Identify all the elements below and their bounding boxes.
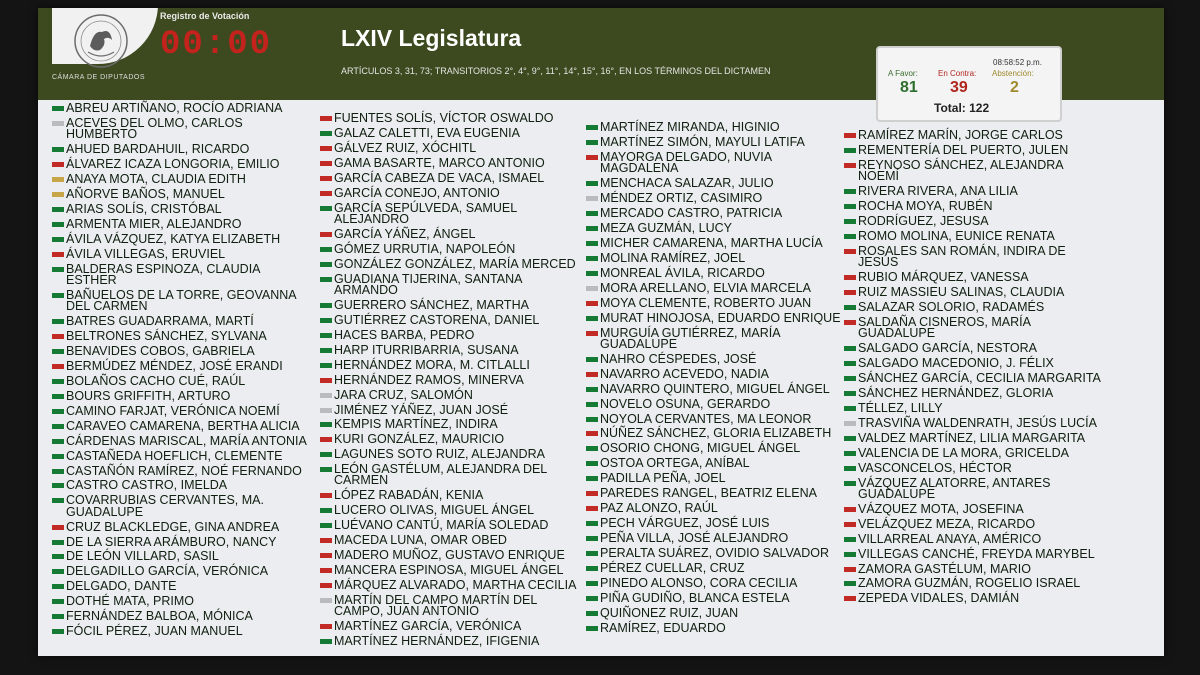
legislator-name: ARIAS SOLÍS, CRISTÓBAL [66, 201, 222, 216]
legislator-name: GÁLVEZ RUIZ, XÓCHITL [334, 140, 477, 155]
legislator-name: MORA ARELLANO, ELVIA MARCELA [600, 280, 811, 295]
legislator-name: CRUZ BLACKLEDGE, GINA ANDREA [66, 519, 280, 534]
vote-indicator-icon [320, 493, 332, 498]
legislator-name: ÁVILA VÁZQUEZ, KATYA ELIZABETH [66, 231, 281, 246]
vote-indicator-icon [844, 290, 856, 295]
vote-indicator-icon [52, 483, 64, 488]
total-votes [934, 101, 989, 115]
vote-indicator-icon [844, 406, 856, 411]
vote-indicator-icon [844, 148, 856, 153]
legislator-name: FUENTES SOLÍS, VÍCTOR OSWALDO [334, 111, 554, 125]
legislator-name: LAGUNES SOTO RUIZ, ALEJANDRA [334, 447, 545, 462]
vote-indicator-icon [586, 491, 598, 496]
vote-indicator-icon [844, 219, 856, 224]
vote-indicator-icon [320, 624, 332, 629]
vote-indicator-icon [52, 349, 64, 354]
legislator-name: MAYORGA DELGADO, NUVIA [600, 149, 773, 164]
legislator-name: KURI GONZÁLEZ, MAURICIO [334, 432, 505, 447]
legislator-name: VILLARREAL ANAYA, AMÉRICO [858, 531, 1042, 546]
vote-indicator-icon [320, 146, 332, 151]
vote-indicator-icon [844, 522, 856, 527]
legislator-name: GUADIANA TIJERINA, SANTANA [334, 271, 523, 286]
legislator-name: VALDEZ MARTÍNEZ, LILIA MARGARITA [858, 430, 1086, 445]
vote-indicator-icon [52, 409, 64, 414]
legislator-name: DOTHÉ MATA, PRIMO [66, 594, 195, 609]
legislator-name: RUBIO MÁRQUEZ, VANESSA [858, 270, 1029, 284]
legislator-name: MURGUÍA GUTIÉRREZ, MARÍA [600, 325, 781, 340]
legislator-name: GUTIÉRREZ CASTORENA, DANIEL [334, 312, 540, 327]
vote-indicator-icon [586, 331, 598, 336]
vote-indicator-icon [844, 305, 856, 310]
vote-indicator-icon [52, 207, 64, 212]
legislator-name: GAMA BASARTE, MARCO ANTONIO [334, 155, 545, 170]
vote-indicator-icon [52, 237, 64, 242]
legislator-name: PIÑA GUDIÑO, BLANCA ESTELA [600, 590, 790, 605]
legislator-name: VÁZQUEZ MOTA, JOSEFINA [858, 501, 1024, 516]
legislator-name: ÁLVAREZ ICAZA LONGORIA, EMILIO [66, 157, 280, 172]
vote-indicator-icon [52, 293, 64, 298]
legislator-name: MOYA CLEMENTE, ROBERTO JUAN [600, 295, 812, 310]
vote-indicator-icon [844, 133, 856, 138]
legislator-name: DE LEÓN VILLARD, SASIL [66, 549, 219, 564]
legislator-name: BALDERAS ESPINOZA, CLAUDIA [66, 261, 261, 276]
legislator-name: REYNOSO SÁNCHEZ, ALEJANDRA [858, 157, 1064, 172]
chamber-logo [52, 8, 158, 64]
legislator-name: LUCERO OLIVAS, MIGUEL ÁNGEL [334, 503, 535, 518]
vote-indicator-icon [52, 454, 64, 459]
vote-indicator-icon [844, 421, 856, 426]
vote-indicator-icon [586, 286, 598, 291]
vote-indicator-icon [586, 536, 598, 541]
legislator-name: MANCERA ESPINOSA, MIGUEL ÁNGEL [334, 563, 564, 578]
legislator-name: ZEPEDA VIDALES, DAMIÁN [858, 591, 1020, 606]
legislator-name: ZAMORA GUZMÁN, ROGELIO ISRAEL [858, 576, 1081, 591]
legislator-name: CAMINO FARJAT, VERÓNICA NOEMÍ [66, 403, 280, 418]
vote-indicator-icon [52, 379, 64, 384]
legislator-name: GUADALUPE [600, 336, 678, 351]
legislator-name: ANAYA MOTA, CLAUDIA EDITH [66, 172, 246, 186]
vote-indicator-icon [844, 189, 856, 194]
legislator-name: RODRÍGUEZ, JESUSA [858, 213, 989, 228]
vote-indicator-icon [586, 357, 598, 362]
legislator-name: GARCÍA YÁÑEZ, ÁNGEL [334, 226, 476, 241]
legislator-name: CÁRDENAS MARISCAL, MARÍA ANTONIA [66, 433, 307, 448]
legislator-name: MARTÍNEZ MIRANDA, HIGINIO [600, 120, 780, 134]
vote-indicator-icon [586, 417, 598, 422]
vote-indicator-icon [320, 568, 332, 573]
legislator-name: PADILLA PEÑA, JOEL [600, 471, 726, 486]
vote-indicator-icon [320, 437, 332, 442]
legislator-name: PECH VÁRGUEZ, JOSÉ LUIS [600, 516, 770, 531]
vote-indicator-icon [320, 598, 332, 603]
legislator-name: GARCÍA CONEJO, ANTONIO [334, 185, 500, 200]
legislator-name: NÚÑEZ SÁNCHEZ, GLORIA ELIZABETH [600, 426, 832, 441]
vote-indicator-icon [320, 422, 332, 427]
legislator-name: CARAVEO CAMARENA, BERTHA ALICIA [66, 418, 300, 433]
legislator-name: LEÓN GASTÉLUM, ALEJANDRA DEL [334, 462, 548, 477]
favor-label: A Favor: [888, 69, 918, 78]
legislator-name: AÑORVE BAÑOS, MANUEL [66, 186, 225, 201]
legislator-name: ABREU ARTIÑANO, ROCÍO ADRIANA [66, 101, 283, 115]
vote-indicator-icon [586, 387, 598, 392]
legislator-name: PAZ ALONZO, RAÚL [600, 501, 718, 516]
legislator-name: MAGDALENA [600, 161, 679, 176]
vote-indicator-icon [586, 140, 598, 145]
legislator-name: HUMBERTO [66, 127, 138, 142]
legislator-name: SALGADO GARCÍA, NESTORA [858, 341, 1037, 355]
legislator-name: AHUED BARDAHUIL, RICARDO [66, 142, 250, 157]
vote-indicator-icon [844, 391, 856, 396]
vote-indicator-icon [844, 361, 856, 366]
legislator-name: HARP ITURRIBARRIA, SUSANA [334, 342, 519, 357]
vote-indicator-icon [586, 256, 598, 261]
legislator-name: ACEVES DEL OLMO, CARLOS [66, 115, 243, 130]
contra-label: En Contra: [938, 69, 977, 78]
vote-indicator-icon [586, 196, 598, 201]
vote-indicator-icon [52, 525, 64, 530]
legislator-name: HERNÁNDEZ MORA, M. CITLALLI [334, 357, 530, 372]
legislator-name: CASTAÑÓN RAMÍREZ, NOÉ FERNANDO [66, 463, 302, 478]
legislator-name: OSORIO CHONG, MIGUEL ÁNGEL [600, 441, 801, 456]
vote-indicator-icon [52, 540, 64, 545]
legislator-name: HERNÁNDEZ RAMOS, MINERVA [334, 372, 524, 387]
vote-indicator-icon [320, 116, 332, 121]
legislator-name: FERNÁNDEZ BALBOA, MÓNICA [66, 609, 253, 624]
total-label: Total: [934, 101, 966, 115]
legislator-name: MARTÍNEZ GARCÍA, VERÓNICA [334, 619, 522, 634]
legislator-name: TRASVIÑA WALDENRATH, JESÚS LUCÍA [858, 415, 1097, 430]
vote-indicator-icon [844, 204, 856, 209]
legislator-name: CASTRO CASTRO, IMELDA [66, 478, 228, 493]
vote-indicator-icon [320, 191, 332, 196]
vote-indicator-icon [52, 267, 64, 272]
vote-indicator-icon [586, 461, 598, 466]
vote-indicator-icon [52, 106, 64, 111]
legislator-name: LUÉVANO CANTÚ, MARÍA SOLEDAD [334, 518, 549, 533]
vote-indicator-icon [320, 318, 332, 323]
registro-label: Registro de Votación [160, 11, 250, 21]
vote-indicator-icon [320, 553, 332, 558]
legislator-name: JIMÉNEZ YÁÑEZ, JUAN JOSÉ [334, 402, 509, 417]
legislator-name: SÁNCHEZ GARCÍA, CECILIA MARGARITA [858, 370, 1101, 385]
legislator-name: BAÑUELOS DE LA TORRE, GEOVANNA [66, 287, 297, 302]
vote-indicator-icon [320, 583, 332, 588]
vote-indicator-icon [52, 334, 64, 339]
vote-indicator-icon [844, 567, 856, 572]
legislator-name: VELÁZQUEZ MEZA, RICARDO [858, 516, 1036, 531]
vote-indicator-icon [320, 408, 332, 413]
vote-indicator-icon [320, 538, 332, 543]
vote-indicator-icon [586, 626, 598, 631]
vote-indicator-icon [52, 364, 64, 369]
legislator-name: NAVARRO QUINTERO, MIGUEL ÁNGEL [600, 381, 830, 396]
vote-indicator-icon [320, 639, 332, 644]
vote-indicator-icon [52, 599, 64, 604]
vote-indicator-icon [586, 521, 598, 526]
legislator-name: MONREAL ÁVILA, RICARDO [600, 265, 765, 280]
legislator-name: SALGADO MACEDONIO, J. FÉLIX [858, 355, 1054, 370]
legislator-name: MÉNDEZ ORTIZ, CASIMIRO [600, 191, 763, 205]
legislator-name: MERCADO CASTRO, PATRICIA [600, 205, 783, 220]
legislator-name: CARMEN [334, 473, 389, 488]
vote-indicator-icon [52, 629, 64, 634]
legislator-name: ROMO MOLINA, EUNICE RENATA [858, 228, 1055, 243]
vote-indicator-icon [52, 319, 64, 324]
tally-clock: 08:58:52 p.m. [993, 58, 1042, 67]
legislator-name: DE LA SIERRA ARÁMBURO, NANCY [66, 534, 277, 549]
abstencion-label: Abstención: [992, 69, 1034, 78]
legislator-name: BERMÚDEZ MÉNDEZ, JOSÉ ERANDI [66, 358, 283, 373]
legislator-name: REMENTERÍA DEL PUERTO, JULEN [858, 142, 1069, 157]
vote-indicator-icon [586, 372, 598, 377]
favor-count: 81 [900, 79, 918, 96]
vote-indicator-icon [52, 394, 64, 399]
vote-indicator-icon [844, 481, 856, 486]
vote-indicator-icon [586, 125, 598, 130]
legislator-name: VALENCIA DE LA MORA, GRICELDA [858, 445, 1069, 460]
vote-indicator-icon [52, 614, 64, 619]
vote-indicator-icon [52, 192, 64, 197]
legislator-name: VASCONCELOS, HÉCTOR [858, 460, 1012, 475]
legislator-name: NOEMÍ [858, 169, 899, 184]
vote-indicator-icon [52, 498, 64, 503]
vote-indicator-icon [844, 581, 856, 586]
voting-board-screen [38, 8, 1164, 656]
legislator-name: ÁVILA VILLEGAS, ERUVIEL [66, 246, 226, 261]
vote-indicator-icon [320, 206, 332, 211]
legislator-name: NAHRO CÉSPEDES, JOSÉ [600, 351, 757, 366]
legislator-name: PÉREZ CUELLAR, CRUZ [600, 561, 745, 575]
vote-indicator-icon [586, 476, 598, 481]
legislator-name: MACEDA LUNA, OMAR OBED [334, 533, 507, 548]
legislator-name: SALDAÑA CISNEROS, MARÍA [858, 314, 1031, 329]
vote-subject: ARTÍCULOS 3, 31, 73; TRANSITORIOS 2°, 4°, 9°, 11°, 14°, 15°, 16°, EN LOS TÉRMINOS DEL DICTAMEN [341, 66, 771, 76]
legislator-name: GALAZ CALETTI, EVA EUGENIA [334, 125, 520, 140]
legislator-name: GUADALUPE [858, 326, 936, 341]
legislator-name: MARTÍN DEL CAMPO MARTÍN DEL [334, 593, 538, 608]
legislator-name: RIVERA RIVERA, ANA LILIA [858, 184, 1018, 199]
legislator-name: GARCÍA CABEZA DE VACA, ISMAEL [334, 170, 545, 185]
vote-indicator-icon [586, 596, 598, 601]
vote-indicator-icon [52, 222, 64, 227]
legislator-name: BOLAÑOS CACHO CUÉ, RAÚL [66, 373, 246, 388]
vote-indicator-icon [320, 247, 332, 252]
vote-indicator-icon [320, 303, 332, 308]
legislator-name: GUADALUPE [66, 504, 144, 519]
vote-indicator-icon [844, 596, 856, 601]
vote-indicator-icon [586, 581, 598, 586]
vote-indicator-icon [844, 275, 856, 280]
legislator-name: MARTÍNEZ HERNÁNDEZ, IFIGENIA [334, 634, 540, 649]
legislator-name: MARTÍNEZ SIMÓN, MAYULI LATIFA [600, 134, 805, 149]
coat-of-arms-icon [72, 12, 130, 70]
vote-indicator-icon [844, 346, 856, 351]
vote-indicator-icon [586, 551, 598, 556]
vote-indicator-icon [320, 508, 332, 513]
legislator-name: NOYOLA CERVANTES, MA LEONOR [600, 411, 812, 426]
legislator-name: ARMENTA MIER, ALEJANDRO [66, 216, 242, 231]
vote-indicator-icon [586, 316, 598, 321]
vote-indicator-icon [52, 469, 64, 474]
legislator-name: BATRES GUADARRAMA, MARTÍ [66, 314, 254, 328]
vote-indicator-icon [586, 431, 598, 436]
vote-indicator-icon [52, 569, 64, 574]
legislator-name: PINEDO ALONSO, CORA CECILIA [600, 575, 798, 590]
legislator-name: PERALTA SUÁREZ, OVIDIO SALVADOR [600, 546, 829, 561]
vote-indicator-icon [586, 301, 598, 306]
legislator-name: ESTHER [66, 272, 117, 287]
contra-count: 39 [950, 79, 968, 96]
vote-indicator-icon [844, 234, 856, 239]
vote-indicator-icon [586, 611, 598, 616]
vote-indicator-icon [586, 155, 598, 160]
legislator-name: DELGADO, DANTE [66, 579, 177, 594]
legislator-name: MOLINA RAMÍREZ, JOEL [600, 250, 746, 265]
vote-indicator-icon [52, 584, 64, 589]
vote-indicator-icon [52, 252, 64, 257]
vote-indicator-icon [586, 506, 598, 511]
vote-indicator-icon [586, 566, 598, 571]
legislator-name: LÓPEZ RABADÁN, KENIA [334, 488, 484, 503]
legislator-name: PEÑA VILLA, JOSÉ ALEJANDRO [600, 531, 789, 546]
vote-indicator-icon [586, 226, 598, 231]
vote-indicator-icon [586, 446, 598, 451]
vote-indicator-icon [844, 436, 856, 441]
vote-indicator-icon [586, 402, 598, 407]
legislator-name: DEL CARMEN [66, 299, 148, 314]
vote-indicator-icon [844, 451, 856, 456]
vote-indicator-icon [844, 507, 856, 512]
vote-indicator-icon [844, 320, 856, 325]
legislator-name: RAMÍREZ, EDUARDO [600, 620, 726, 635]
vote-indicator-icon [320, 176, 332, 181]
countdown-timer: 00:00 [160, 26, 273, 64]
legislator-name: DELGADILLO GARCÍA, VERÓNICA [66, 564, 269, 579]
legislator-name: BELTRONES SÁNCHEZ, SYLVANA [66, 328, 267, 343]
legislator-name: COVARRUBIAS CERVANTES, MA. [66, 493, 264, 508]
legislator-name: ARMANDO [334, 282, 398, 297]
vote-indicator-icon [52, 147, 64, 152]
vote-indicator-icon [320, 467, 332, 472]
legislator-name: BENAVIDES COBOS, GABRIELA [66, 343, 255, 358]
vote-indicator-icon [320, 262, 332, 267]
vote-indicator-icon [844, 552, 856, 557]
legislator-name: MADERO MUÑOZ, GUSTAVO ENRIQUE [334, 548, 565, 563]
vote-indicator-icon [320, 393, 332, 398]
vote-indicator-icon [844, 537, 856, 542]
vote-indicator-icon [320, 378, 332, 383]
legislator-name: CAMPO, JUAN ANTONIO [334, 604, 479, 619]
legislator-name: VILLEGAS CANCHÉ, FREYDA MARYBEL [858, 546, 1095, 561]
legislator-name: ZAMORA GASTÉLUM, MARIO [858, 561, 1031, 576]
vote-indicator-icon [320, 523, 332, 528]
vote-indicator-icon [320, 131, 332, 136]
vote-indicator-icon [844, 249, 856, 254]
vote-indicator-icon [586, 211, 598, 216]
legislator-name: MENCHACA SALAZAR, JULIO [600, 176, 774, 191]
legislator-name: OSTOA ORTEGA, ANÍBAL [600, 456, 750, 471]
vote-indicator-icon [320, 232, 332, 237]
legislator-name: GONZÁLEZ GONZÁLEZ, MARÍA MERCED [334, 256, 576, 271]
vote-indicator-icon [52, 162, 64, 167]
vote-indicator-icon [52, 177, 64, 182]
vote-indicator-icon [320, 333, 332, 338]
legislator-name: JESÚS [858, 255, 899, 270]
legislator-name: GARCÍA SEPÚLVEDA, SAMUEL [334, 200, 518, 215]
legislator-name: MURAT HINOJOSA, EDUARDO ENRIQUE [600, 310, 841, 325]
vote-indicator-icon [52, 554, 64, 559]
vote-indicator-icon [586, 271, 598, 276]
vote-indicator-icon [52, 424, 64, 429]
legislator-name: ROCHA MOYA, RUBÉN [858, 199, 993, 213]
legislator-name: KEMPIS MARTÍNEZ, INDIRA [334, 417, 498, 432]
vote-indicator-icon [586, 241, 598, 246]
vote-indicator-icon [320, 363, 332, 368]
vote-tally-panel [876, 46, 1062, 122]
legislator-name: ROSALES SAN ROMÁN, INDIRA DE [858, 243, 1066, 258]
legislator-name: MICHER CAMARENA, MARTHA LUCÍA [600, 235, 823, 250]
legislator-name: BOURS GRIFFITH, ARTURO [66, 388, 231, 403]
legislator-name: QUIÑONEZ RUIZ, JUAN [600, 605, 739, 620]
legislator-name: GUADALUPE [858, 486, 936, 501]
legislator-name: SALAZAR SOLORIO, RADAMÉS [858, 299, 1045, 314]
vote-indicator-icon [52, 121, 64, 126]
vote-indicator-icon [844, 466, 856, 471]
legislator-name: GÓMEZ URRUTIA, NAPOLEÓN [334, 241, 516, 256]
legislator-name: VÁZQUEZ ALATORRE, ANTARES [858, 475, 1051, 490]
abstencion-count: 2 [1010, 79, 1019, 96]
legislator-name: HACES BARBA, PEDRO [334, 327, 475, 342]
vote-indicator-icon [320, 161, 332, 166]
legislator-name: GUERRERO SÁNCHEZ, MARTHA [334, 297, 529, 312]
vote-indicator-icon [320, 452, 332, 457]
legislator-name: RUIZ MASSIEU SALINAS, CLAUDIA [858, 284, 1065, 299]
legislator-name: ALEJANDRO [334, 211, 410, 226]
vote-indicator-icon [320, 277, 332, 282]
legislator-name: TÉLLEZ, LILLY [858, 400, 943, 415]
legislator-name: MEZA GUZMÁN, LUCY [600, 220, 732, 235]
vote-indicator-icon [844, 163, 856, 168]
legislator-name: PAREDES RANGEL, BEATRIZ ELENA [600, 486, 817, 501]
logo-caption: CÁMARA DE DIPUTADOS [52, 74, 145, 81]
legislator-name: MÁRQUEZ ALVARADO, MARTHA CECILIA [334, 578, 577, 593]
legislator-name: RAMÍREZ MARÍN, JORGE CARLOS [858, 128, 1063, 142]
vote-indicator-icon [586, 181, 598, 186]
legislator-name: CASTAÑEDA HOEFLICH, CLEMENTE [66, 448, 283, 463]
legislator-name: FÓCIL PÉREZ, JUAN MANUEL [66, 624, 243, 639]
vote-indicator-icon [52, 439, 64, 444]
vote-indicator-icon [844, 376, 856, 381]
legislator-name: NAVARRO ACEVEDO, NADIA [600, 366, 770, 381]
legislator-name: SÁNCHEZ HERNÁNDEZ, GLORIA [858, 385, 1054, 400]
total-count: 122 [969, 101, 990, 115]
legislature-title: LXIV Legislatura [341, 25, 522, 51]
legislator-name: JARA CRUZ, SALOMÓN [334, 387, 473, 402]
legislator-name: NOVELO OSUNA, GERARDO [600, 396, 771, 411]
vote-indicator-icon [320, 348, 332, 353]
